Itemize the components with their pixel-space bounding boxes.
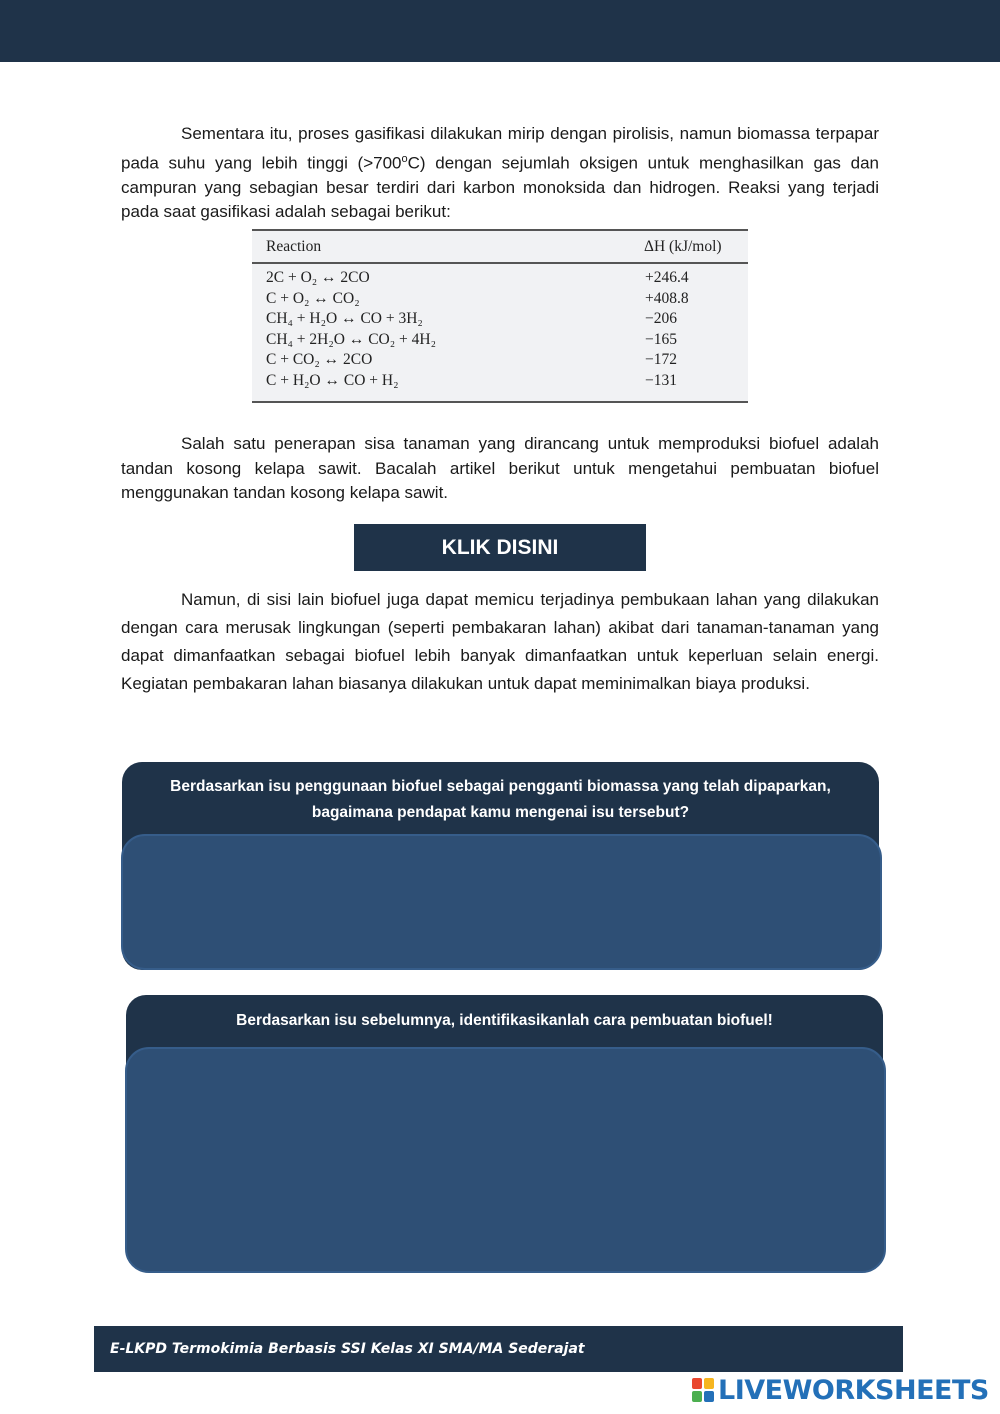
reaction-enthalpy: −131	[645, 371, 677, 389]
reaction-equation: C + H₂O ↔ CO + H₂	[266, 371, 399, 389]
reaction-table	[252, 229, 748, 403]
liveworksheets-logo	[692, 1372, 992, 1408]
reaction-row	[252, 290, 748, 311]
reaction-equation: C + CO₂ ↔ 2CO	[266, 351, 373, 369]
reaction-equation: CH₄ + 2H₂O ↔ CO₂ + 4H₂	[266, 330, 436, 348]
reaction-table-header	[252, 231, 748, 264]
header-reaction: Reaction	[266, 238, 322, 255]
land-clearing-paragraph: Namun, di sisi lain biofuel juga dapat memicu terjadinya pembukaan lahan yang dilakukan dengan cara merusak lingkungan (seperti pembakaran lahan) akibat dari tanaman-tanaman yang dapat dimanfaatkan sebagai biofuel lebih banyak dimanfaatkan untuk keperluan selain energi. Kegiatan pembakaran lahan biasanya dilakukan untuk dapat meminimalkan biaya produksi.	[121, 590, 879, 693]
reaction-row	[252, 331, 748, 352]
reaction-row	[252, 310, 748, 331]
top-header-bar	[0, 0, 1000, 62]
header-enthalpy: ΔH (kJ/mol)	[644, 238, 722, 255]
reaction-enthalpy: −165	[645, 330, 677, 348]
liveworksheets-logo-icon	[692, 1378, 714, 1402]
logo-square-1	[692, 1378, 702, 1389]
answer-box-2[interactable]	[125, 1047, 886, 1273]
reaction-enthalpy: +246.4	[645, 269, 689, 286]
reaction-table-body	[252, 269, 748, 393]
logo-square-4	[704, 1391, 714, 1402]
gasification-paragraph	[121, 122, 879, 225]
reaction-equation: CH₄ + H₂O ↔ CO + 3H₂	[266, 310, 423, 328]
reaction-equation: C + O₂ ↔ CO₂	[266, 289, 360, 307]
reaction-row	[252, 269, 748, 290]
biofuel-intro-paragraph: Salah satu penerapan sisa tanaman yang dirancang untuk memproduksi biofuel adalah tandan kosong kelapa sawit. Bacalah artikel berikut untuk mengetahui pembuatan biofuel menggunakan tandan kosong kelapa sawit.	[121, 434, 879, 502]
paragraph-text: C) dengan sejumlah oksigen untuk menghasilkan gas dan campuran yang sebagian besar terdiri dari karbon monoksida dan hidrogen. Reaksi yang terjadi pada saat gasifikasi adalah sebagai berikut:	[121, 153, 879, 222]
degree-superscript: o	[401, 152, 408, 165]
footer-bar	[94, 1326, 903, 1372]
reaction-row	[252, 372, 748, 393]
reaction-enthalpy: −206	[645, 310, 677, 328]
liveworksheets-logo-text: LIVEWORKSHEETS	[718, 1374, 989, 1406]
logo-square-2	[704, 1378, 714, 1389]
reaction-enthalpy: +408.8	[645, 289, 689, 307]
answer-box-1[interactable]	[121, 834, 882, 970]
logo-square-3	[692, 1391, 702, 1402]
klik-disini-button[interactable]: KLIK DISINI	[354, 524, 646, 571]
question-2-text: Berdasarkan isu sebelumnya, identifikasikanlah cara pembuatan biofuel!	[236, 1012, 773, 1029]
reaction-enthalpy: −172	[645, 351, 677, 369]
question-1-text: Berdasarkan isu penggunaan biofuel sebagai pengganti biomassa yang telah dipaparkan, bagaimana pendapat kamu mengenai isu tersebut?	[170, 778, 831, 821]
reaction-equation: 2C + O₂ ↔ 2CO	[266, 269, 370, 286]
reaction-row	[252, 351, 748, 372]
footer-text: E-LKPD Termokimia Berbasis SSI Kelas XI SMA/MA Sederajat	[110, 1341, 585, 1357]
paragraph-text: Sementara itu, proses gasifikasi dilakukan mirip dengan pirolisis, namun biomassa terpapar pada suhu yang lebih tinggi (>700	[121, 124, 879, 173]
